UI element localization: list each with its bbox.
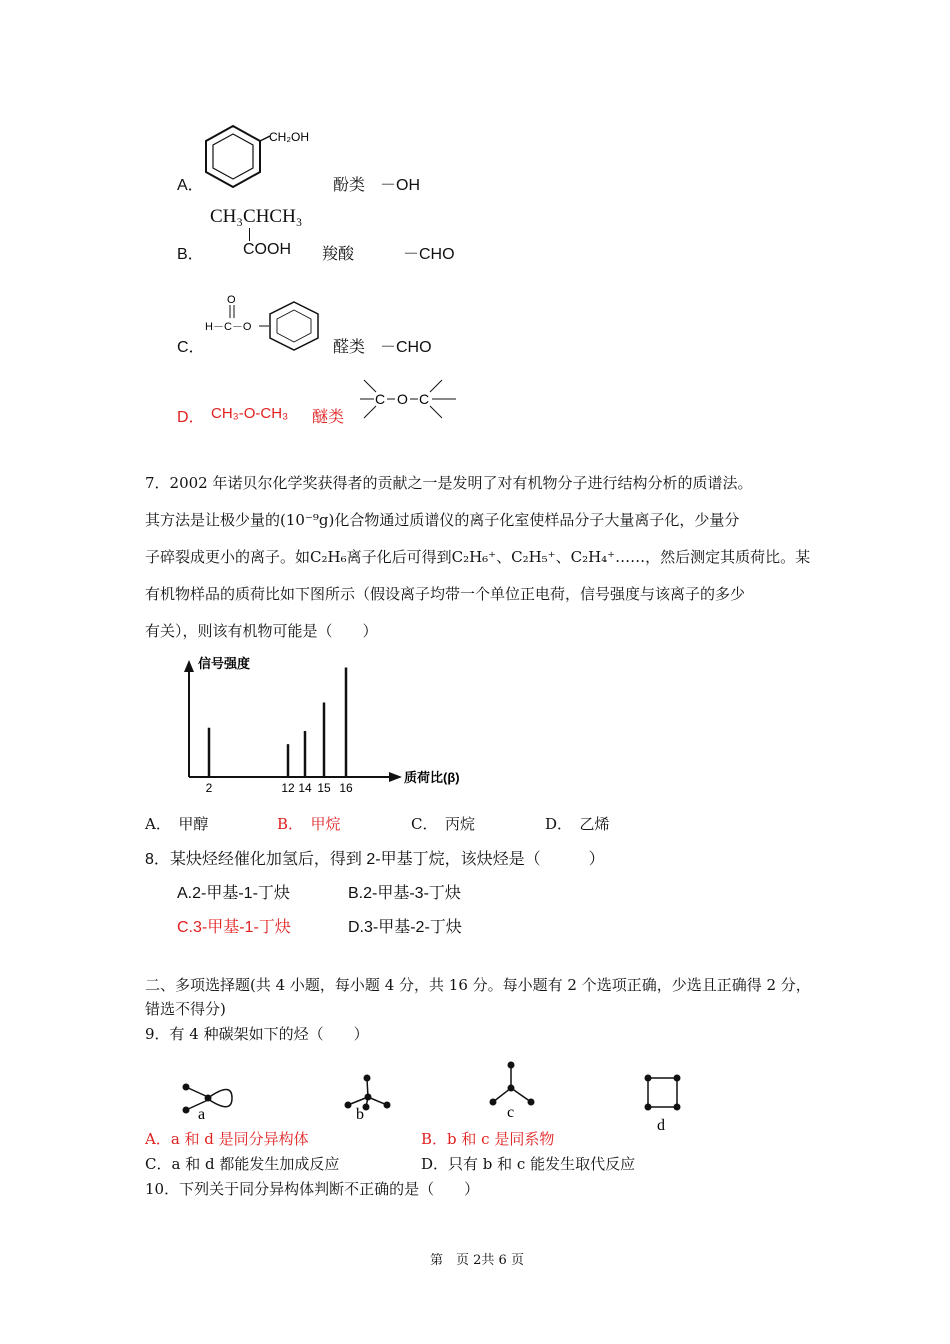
section2-line-1: 二、多项选择题(共 4 小题，每小题 4 分，共 16 分。每小题有 2 个选项正确，少选且正确得 2 分， (145, 976, 811, 994)
q7-option-b: B． 甲烷 (277, 815, 341, 833)
q6-option-a-letter: A． (177, 177, 204, 194)
q6-d-class: 醚类 (312, 407, 345, 426)
ch2oh-label: CH₂OH (269, 130, 309, 144)
mass-spectrum-chart (180, 650, 480, 800)
q7-line-4: 有机物样品的质荷比如下图所示（假设离子均带一个单位正电荷，信号强度与该离子的多少 (145, 585, 746, 603)
carbonyl-o: O (227, 294, 236, 306)
dimethyl-ether-formula: CH₃-O-CH₃ (211, 405, 289, 422)
skeleton-c (490, 1062, 535, 1122)
chart-tick-14: 14 (298, 781, 312, 795)
q6-b-group: －CHO (403, 246, 455, 263)
q7-option-c: C． 丙烷 (411, 815, 475, 833)
skeleton-b (345, 1075, 391, 1124)
q9-option-b: B．b 和 c 是同系物 (421, 1130, 555, 1148)
carbon-skeletons (170, 1055, 710, 1135)
q7-line-5: 有关），则该有机物可能是（ ） (145, 622, 378, 640)
q6-a-class: 酚类 (333, 175, 366, 194)
q6-b-class: 羧酸 (322, 244, 355, 263)
q10-stem: 10．下列关于同分异构体判断不正确的是（ ） (145, 1180, 480, 1198)
isobutyric-bottom: COOH (243, 241, 291, 258)
q7-option-d: D． 乙烯 (545, 815, 610, 833)
q9-option-a: A．a 和 d 是同分异构体 (145, 1130, 309, 1148)
chart-tick-16: 16 (339, 781, 353, 795)
q6-option-d-letter: D． (177, 409, 205, 426)
ether-o: O (397, 391, 408, 407)
chart-xlabel: 质荷比(β) (404, 770, 460, 785)
skeleton-a (183, 1084, 233, 1124)
q7-line-1: 7．2002 年诺贝尔化学奖获得者的贡献之一是发明了对有机物分子进行结构分析的质谱法。 (145, 474, 753, 492)
chart-tick-2: 2 (205, 781, 213, 795)
chart-tick-15: 15 (317, 781, 331, 795)
q9-option-c: C．a 和 d 都能发生加成反应 (145, 1155, 340, 1173)
ether-group-structure (358, 374, 463, 424)
isobutyric-top: CH₃CHCH₃ (210, 206, 303, 227)
q7-option-a: A． 甲醇 (145, 815, 209, 833)
q9-stem: 9．有 4 种碳架如下的烃（ ） (145, 1025, 369, 1043)
isobutyric-bond (249, 228, 250, 241)
q6-option-c-letter: C． (177, 339, 205, 356)
skeleton-d (645, 1075, 681, 1135)
q6-option-b-letter: B． (177, 246, 204, 263)
q8-stem: 8．某炔烃经催化加氢后，得到 2-甲基丁烷，该炔烃是（ ） (145, 851, 605, 868)
skeleton-d-label: d (657, 1117, 665, 1134)
q8-option-b: B.2-甲基-3-丁炔 (348, 885, 461, 902)
chart-tick-12: 12 (281, 781, 295, 795)
hco-chain: H－C－O (205, 321, 252, 333)
skeleton-c-label: c (507, 1104, 515, 1121)
ether-c1: C (375, 391, 386, 407)
skeleton-a-label: a (198, 1106, 206, 1123)
page-footer: 第 页 2共 6 页 (430, 1253, 524, 1268)
benzyl-alcohol-structure (198, 120, 318, 192)
section2-line-2: 错选不得分) (145, 1000, 226, 1018)
chart-ylabel: 信号强度 (198, 656, 251, 671)
q7-line-3: 子碎裂成更小的离子。如C₂H₆离子化后可得到C₂H₆⁺、C₂H₅⁺、C₂H₄⁺……，然后测定其质荷比。某 (145, 548, 811, 566)
q6-a-group: －OH (380, 177, 421, 194)
skeleton-b-label: b (356, 1106, 364, 1123)
q8-option-c: C.3-甲基-1-丁炔 (177, 919, 291, 936)
q8-option-d: D.3-甲基-2-丁炔 (348, 919, 462, 936)
phenyl-formate-structure (203, 290, 328, 352)
q6-c-class: 醛类 (333, 337, 366, 356)
ether-c2: C (419, 391, 430, 407)
q7-line-2: 其方法是让极少量的(10⁻⁹g)化合物通过质谱仪的离子化室使样品分子大量离子化，少量分 (145, 511, 740, 529)
q6-c-group: －CHO (380, 339, 432, 356)
q9-option-d: D．只有 b 和 c 能发生取代反应 (421, 1155, 636, 1173)
q8-option-a: A.2-甲基-1-丁炔 (177, 885, 290, 902)
